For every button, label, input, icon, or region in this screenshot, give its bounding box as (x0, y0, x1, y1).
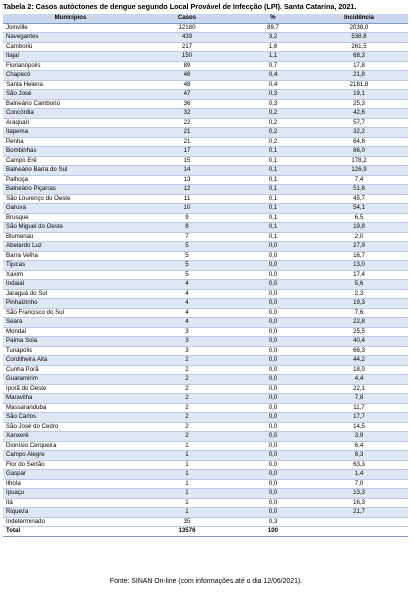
cell-incidencia: 54,1 (310, 204, 408, 214)
cell-incidencia: 66,3 (310, 346, 408, 356)
cell-casos: 1 (138, 479, 236, 489)
table-row (3, 346, 408, 356)
cell-municipio: Riqueza (3, 508, 138, 518)
table-row (3, 318, 408, 328)
table-row (3, 23, 408, 33)
table-row (3, 337, 408, 347)
table-row (3, 451, 408, 461)
cell-incidencia: 22,1 (310, 384, 408, 394)
total-percent: 100 (236, 527, 310, 537)
cell-municipio: Mondaí (3, 327, 138, 337)
cell-casos: 3 (138, 327, 236, 337)
cell-casos: 1 (138, 441, 236, 451)
table-row (3, 479, 408, 489)
cell-incidencia: 7,4 (310, 175, 408, 185)
cell-incidencia: 21,7 (310, 508, 408, 518)
table-row (3, 194, 408, 204)
cell-percent: 0,0 (236, 337, 310, 347)
cell-incidencia: 6,4 (310, 441, 408, 451)
cell-incidencia: 7,8 (310, 394, 408, 404)
cell-percent: 0,1 (236, 194, 310, 204)
cell-incidencia: 13,3 (310, 489, 408, 499)
cell-casos: 32 (138, 109, 236, 119)
cell-percent: 0,0 (236, 365, 310, 375)
cell-municipio: Seara (3, 318, 138, 328)
cell-municipio: Guaramirim (3, 375, 138, 385)
cell-percent: 0,0 (236, 498, 310, 508)
table-row (3, 204, 408, 214)
cell-municipio: Palma Sola (3, 337, 138, 347)
cell-municipio: Itajaí (3, 52, 138, 62)
cell-municipio: Indeterminado (3, 517, 138, 527)
cell-casos: 2 (138, 384, 236, 394)
cell-incidencia: 86,0 (310, 147, 408, 157)
cell-incidencia: 17,4 (310, 270, 408, 280)
cell-incidencia: 5,6 (310, 280, 408, 290)
cell-percent: 0,0 (236, 479, 310, 489)
cell-casos: 2 (138, 413, 236, 423)
table-body (3, 23, 408, 527)
cell-casos: 2 (138, 365, 236, 375)
cell-casos: 4 (138, 308, 236, 318)
table-row (3, 52, 408, 62)
table-row (3, 137, 408, 147)
cell-incidencia: 57,7 (310, 118, 408, 128)
cell-municipio: Iporã do Oeste (3, 384, 138, 394)
table-row (3, 517, 408, 527)
cell-percent: 0,0 (236, 460, 310, 470)
cell-casos: 4 (138, 289, 236, 299)
cell-incidencia: 2,0 (310, 232, 408, 242)
cell-percent: 1,1 (236, 52, 310, 62)
cell-incidencia: 25,3 (310, 99, 408, 109)
cell-casos: 21 (138, 137, 236, 147)
cell-incidencia: 2181,8 (310, 80, 408, 90)
cell-casos: 5 (138, 261, 236, 271)
table-row (3, 422, 408, 432)
cell-percent: 0,0 (236, 289, 310, 299)
cell-percent: 0,0 (236, 394, 310, 404)
cell-incidencia: 16,7 (310, 251, 408, 261)
cell-casos: 4 (138, 299, 236, 309)
cell-casos: 8 (138, 223, 236, 233)
cell-municipio: Balneário Piçarras (3, 185, 138, 195)
cell-casos: 12180 (138, 23, 236, 33)
cell-casos: 4 (138, 280, 236, 290)
cell-percent: 0,0 (236, 299, 310, 309)
header-municipios: Municípios (3, 14, 138, 23)
cell-municipio: Gaspar (3, 470, 138, 480)
cell-municipio: Brusque (3, 213, 138, 223)
table-row (3, 242, 408, 252)
cell-incidencia: 11,7 (310, 403, 408, 413)
table-row (3, 356, 408, 366)
table-row (3, 175, 408, 185)
table-row (3, 327, 408, 337)
cell-incidencia: 22,8 (310, 318, 408, 328)
cell-incidencia: 18,0 (310, 365, 408, 375)
table-title: Tabela 2: Casos autóctones de dengue segundo Local Provável de Infecção (LPI). Santa Catarina, 2021. (3, 2, 357, 11)
cell-incidencia: 14,5 (310, 422, 408, 432)
cell-incidencia: 40,4 (310, 337, 408, 347)
cell-casos: 439 (138, 33, 236, 43)
cell-incidencia: 21,8 (310, 71, 408, 81)
cell-municipio: Barra Velha (3, 251, 138, 261)
cell-municipio: Navegantes (3, 33, 138, 43)
cell-casos: 9 (138, 213, 236, 223)
cell-municipio: São Miguel do Oeste (3, 223, 138, 233)
cell-casos: 5 (138, 270, 236, 280)
table-row (3, 470, 408, 480)
table-row (3, 147, 408, 157)
cell-casos: 2 (138, 356, 236, 366)
cell-percent: 0,1 (236, 156, 310, 166)
table-row (3, 213, 408, 223)
table-row (3, 185, 408, 195)
cell-municipio: Maravilha (3, 394, 138, 404)
cell-municipio: São Lourenço do Oeste (3, 194, 138, 204)
total-cases: 13576 (138, 527, 236, 537)
cell-municipio: Santa Helena (3, 80, 138, 90)
cell-casos: 22 (138, 118, 236, 128)
table-row (3, 99, 408, 109)
cell-incidencia: 68,3 (310, 52, 408, 62)
cell-casos: 3 (138, 337, 236, 347)
cell-percent: 0,0 (236, 242, 310, 252)
table-header-row (3, 14, 408, 23)
cell-incidencia: 6,5 (310, 213, 408, 223)
cell-casos: 15 (138, 156, 236, 166)
cell-incidencia: 64,6 (310, 137, 408, 147)
cell-percent: 0,1 (236, 204, 310, 214)
cell-percent: 3,2 (236, 33, 310, 43)
table-row (3, 223, 408, 233)
table-row (3, 71, 408, 81)
cell-municipio: Pinhalzinho (3, 299, 138, 309)
cell-incidencia: 19,8 (310, 223, 408, 233)
cell-municipio: Balneário Camboriú (3, 99, 138, 109)
cell-casos: 2 (138, 422, 236, 432)
table-row (3, 61, 408, 71)
cell-casos: 150 (138, 52, 236, 62)
table-row (3, 375, 408, 385)
cell-percent: 0,4 (236, 80, 310, 90)
cell-casos: 47 (138, 90, 236, 100)
cell-percent: 0,0 (236, 251, 310, 261)
table-row (3, 441, 408, 451)
cell-casos: 48 (138, 80, 236, 90)
table-row (3, 413, 408, 423)
table-row (3, 33, 408, 43)
cell-incidencia: 2038,0 (310, 23, 408, 33)
cell-casos: 2 (138, 375, 236, 385)
cell-percent: 0,0 (236, 384, 310, 394)
cell-municipio: Jaraguá do Sul (3, 289, 138, 299)
cell-municipio: Cordilheira Alta (3, 356, 138, 366)
cell-percent: 0,0 (236, 432, 310, 442)
cell-incidencia: 3,9 (310, 432, 408, 442)
cell-casos: 2 (138, 432, 236, 442)
table-row (3, 42, 408, 52)
cell-incidencia: 178,2 (310, 156, 408, 166)
cell-municipio: Itá (3, 498, 138, 508)
cell-percent: 0,4 (236, 71, 310, 81)
cell-percent: 0,3 (236, 517, 310, 527)
table-row (3, 394, 408, 404)
cell-casos: 21 (138, 128, 236, 138)
cell-casos: 3 (138, 346, 236, 356)
cell-municipio: Abelardo Luz (3, 242, 138, 252)
table-row (3, 432, 408, 442)
cell-percent: 0,0 (236, 489, 310, 499)
cell-municipio: Palhoça (3, 175, 138, 185)
cell-municipio: Dionísio Cerqueira (3, 441, 138, 451)
cell-municipio: Balneário Barra do Sul (3, 166, 138, 176)
cell-percent: 0,1 (236, 185, 310, 195)
table-row (3, 128, 408, 138)
table-row (3, 80, 408, 90)
cell-municipio: São José do Cedro (3, 422, 138, 432)
cell-casos: 5 (138, 242, 236, 252)
table-row (3, 498, 408, 508)
cell-percent: 0,1 (236, 213, 310, 223)
cell-municipio: Ilhota (3, 479, 138, 489)
cell-percent: 0,1 (236, 232, 310, 242)
table-row (3, 166, 408, 176)
cell-incidencia: 1,4 (310, 470, 408, 480)
cell-casos: 1 (138, 460, 236, 470)
cell-casos: 4 (138, 318, 236, 328)
cell-percent: 0,0 (236, 327, 310, 337)
cell-percent: 0,1 (236, 175, 310, 185)
cell-municipio: Joinville (3, 23, 138, 33)
cell-percent: 0,0 (236, 422, 310, 432)
cell-percent: 0,0 (236, 318, 310, 328)
cell-casos: 1 (138, 498, 236, 508)
cell-casos: 2 (138, 394, 236, 404)
cell-percent: 0,0 (236, 470, 310, 480)
table-row (3, 460, 408, 470)
cell-percent: 89,7 (236, 23, 310, 33)
cell-municipio: Florianópolis (3, 61, 138, 71)
cell-casos: 1 (138, 508, 236, 518)
table-row (3, 270, 408, 280)
cell-incidencia: 13,0 (310, 261, 408, 271)
cell-municipio: Araquari (3, 118, 138, 128)
header-percent: % (236, 14, 310, 23)
cell-municipio: Indaial (3, 280, 138, 290)
cell-incidencia (310, 517, 408, 527)
cell-percent: 0,0 (236, 346, 310, 356)
cell-incidencia: 51,8 (310, 185, 408, 195)
cell-municipio: Camboriú (3, 42, 138, 52)
cell-municipio: São José (3, 90, 138, 100)
cell-percent: 0,1 (236, 223, 310, 233)
header-incidencia: Incidência (310, 14, 408, 23)
cell-incidencia: 8,3 (310, 451, 408, 461)
cell-casos: 7 (138, 232, 236, 242)
cell-incidencia: 32,2 (310, 128, 408, 138)
table-row (3, 508, 408, 518)
table-row (3, 109, 408, 119)
cell-percent: 0,7 (236, 61, 310, 71)
cell-incidencia: 17,8 (310, 61, 408, 71)
total-incidence (310, 527, 408, 537)
cell-municipio: Massaranduba (3, 403, 138, 413)
cell-percent: 0,1 (236, 147, 310, 157)
table-row (3, 289, 408, 299)
cell-casos: 217 (138, 42, 236, 52)
header-casos: Casos (138, 14, 236, 23)
cell-incidencia: 7,6 (310, 308, 408, 318)
cell-incidencia: 42,6 (310, 109, 408, 119)
cell-percent: 0,3 (236, 90, 310, 100)
table-row (3, 280, 408, 290)
cell-municipio: Xaxim (3, 270, 138, 280)
cell-incidencia: 4,4 (310, 375, 408, 385)
cell-percent: 1,6 (236, 42, 310, 52)
cell-municipio: Concórdia (3, 109, 138, 119)
cell-municipio: Campo Alegre (3, 451, 138, 461)
table-row (3, 261, 408, 271)
cell-percent: 0,2 (236, 137, 310, 147)
source-note: Fonte: SINAN On-line (com informações até o dia 12/06/2021). (109, 578, 303, 585)
cell-municipio: Ipuaçu (3, 489, 138, 499)
cell-casos: 36 (138, 99, 236, 109)
cell-municipio: Tunápolis (3, 346, 138, 356)
cell-percent: 0,3 (236, 99, 310, 109)
cell-incidencia: 126,9 (310, 166, 408, 176)
cell-incidencia: 27,9 (310, 242, 408, 252)
cell-casos: 2 (138, 403, 236, 413)
cell-casos: 1 (138, 451, 236, 461)
cell-municipio: São Francisco do Sul (3, 308, 138, 318)
cell-incidencia: 538,8 (310, 33, 408, 43)
cell-percent: 0,0 (236, 356, 310, 366)
table-row (3, 251, 408, 261)
cell-percent: 0,2 (236, 109, 310, 119)
table-row (3, 365, 408, 375)
cell-incidencia: 16,3 (310, 498, 408, 508)
total-label: Total (3, 527, 138, 537)
table-row (3, 489, 408, 499)
cell-incidencia: 44,2 (310, 356, 408, 366)
cell-casos: 1 (138, 470, 236, 480)
table-row (3, 156, 408, 166)
table-row (3, 90, 408, 100)
table-row (3, 384, 408, 394)
cell-casos: 17 (138, 147, 236, 157)
table-row (3, 118, 408, 128)
cell-percent: 0,1 (236, 166, 310, 176)
cell-incidencia: 63,3 (310, 460, 408, 470)
cell-casos: 11 (138, 194, 236, 204)
cell-municipio: Campo Erê (3, 156, 138, 166)
cell-incidencia: 2,3 (310, 289, 408, 299)
cell-casos: 35 (138, 517, 236, 527)
cell-percent: 0,0 (236, 270, 310, 280)
cell-municipio: Tijucas (3, 261, 138, 271)
cell-percent: 0,0 (236, 308, 310, 318)
cell-percent: 0,0 (236, 413, 310, 423)
cell-percent: 0,0 (236, 261, 310, 271)
cell-incidencia: 7,0 (310, 479, 408, 489)
table-row (3, 299, 408, 309)
cell-percent: 0,0 (236, 441, 310, 451)
dengue-cases-table (3, 14, 408, 537)
cell-incidencia: 19,3 (310, 299, 408, 309)
cell-municipio: Xanxerê (3, 432, 138, 442)
cell-incidencia: 25,5 (310, 327, 408, 337)
cell-municipio: Penha (3, 137, 138, 147)
cell-incidencia: 17,7 (310, 413, 408, 423)
cell-percent: 0,0 (236, 451, 310, 461)
cell-casos: 89 (138, 61, 236, 71)
cell-casos: 13 (138, 175, 236, 185)
cell-percent: 0,2 (236, 118, 310, 128)
cell-municipio: São Carlos (3, 413, 138, 423)
cell-percent: 0,0 (236, 508, 310, 518)
cell-municipio: Itapema (3, 128, 138, 138)
cell-casos: 12 (138, 185, 236, 195)
cell-incidencia: 261,5 (310, 42, 408, 52)
cell-percent: 0,2 (236, 128, 310, 138)
cell-municipio: Blumenau (3, 232, 138, 242)
cell-percent: 0,0 (236, 280, 310, 290)
cell-municipio: Cunha Porã (3, 365, 138, 375)
table-row (3, 232, 408, 242)
cell-percent: 0,0 (236, 375, 310, 385)
cell-incidencia: 45,7 (310, 194, 408, 204)
cell-casos: 14 (138, 166, 236, 176)
table-row (3, 308, 408, 318)
cell-incidencia: 19,1 (310, 90, 408, 100)
cell-municipio: Flor do Sertão (3, 460, 138, 470)
cell-percent: 0,0 (236, 403, 310, 413)
table-total-row (3, 527, 408, 537)
table-row (3, 403, 408, 413)
cell-casos: 48 (138, 71, 236, 81)
cell-municipio: Garuva (3, 204, 138, 214)
cell-municipio: Chapecó (3, 71, 138, 81)
cell-casos: 1 (138, 489, 236, 499)
cell-municipio: Bombinhas (3, 147, 138, 157)
cell-casos: 10 (138, 204, 236, 214)
cell-casos: 5 (138, 251, 236, 261)
